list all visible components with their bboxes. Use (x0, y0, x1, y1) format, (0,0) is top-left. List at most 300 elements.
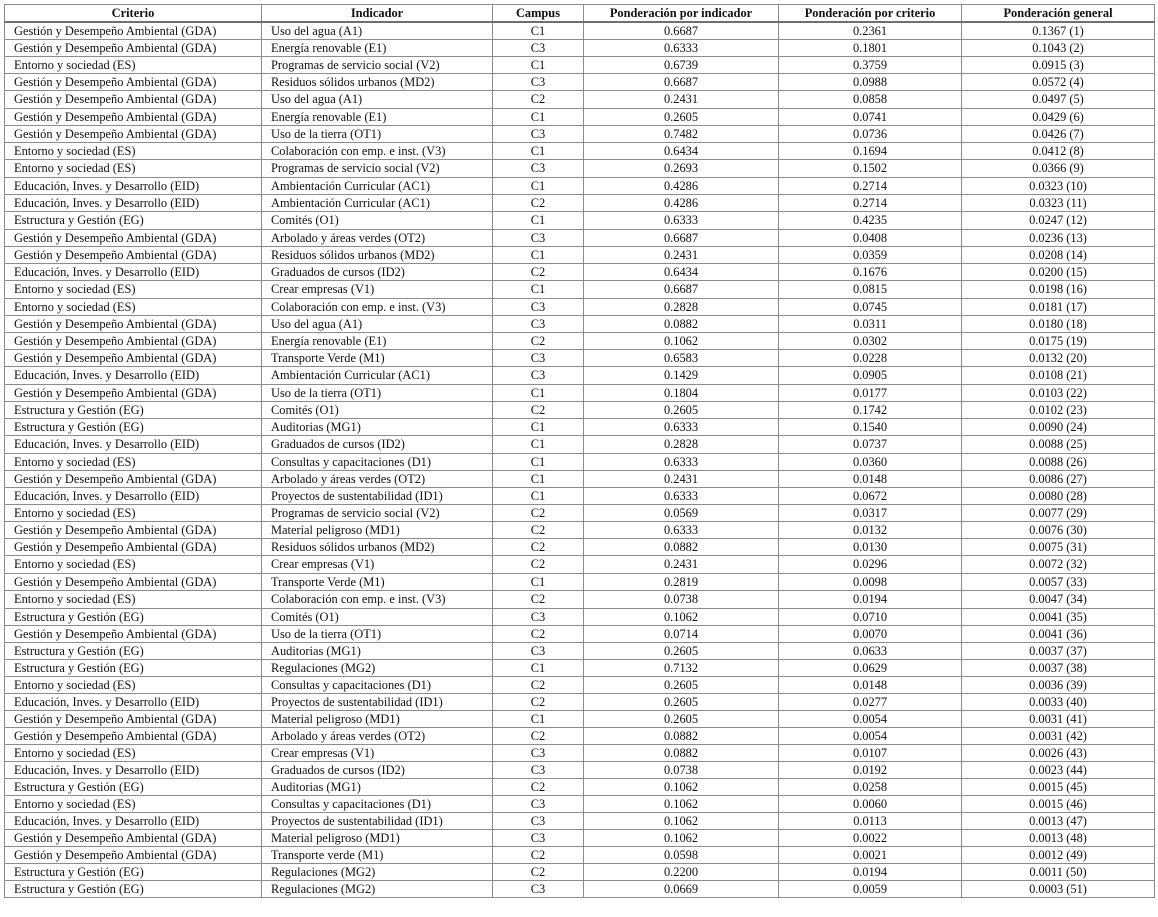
cell-ponderacion-criterio: 0.0022 (779, 830, 962, 847)
cell-ponderacion-indicador: 0.6333 (584, 522, 779, 539)
table-row (5, 574, 1155, 591)
cell-campus: C2 (493, 677, 584, 694)
cell-ponderacion-general: 0.0103 (22) (962, 385, 1155, 402)
table-row (5, 57, 1155, 74)
cell-ponderacion-criterio: 0.0311 (779, 316, 962, 333)
cell-campus: C3 (493, 609, 584, 626)
cell-indicador: Colaboración con emp. e inst. (V3) (262, 591, 493, 609)
cell-ponderacion-indicador: 0.6687 (584, 74, 779, 91)
cell-indicador: Energía renovable (E1) (262, 40, 493, 57)
cell-ponderacion-indicador: 0.6583 (584, 350, 779, 367)
cell-ponderacion-criterio: 0.0054 (779, 728, 962, 745)
cell-campus: C3 (493, 74, 584, 91)
cell-indicador: Proyectos de sustentabilidad (ID1) (262, 488, 493, 505)
table-row (5, 333, 1155, 350)
cell-campus: C3 (493, 745, 584, 762)
cell-campus: C2 (493, 728, 584, 745)
table-row (5, 22, 1155, 40)
cell-ponderacion-criterio: 0.0408 (779, 230, 962, 247)
cell-ponderacion-criterio: 0.0258 (779, 779, 962, 796)
cell-ponderacion-criterio: 0.0736 (779, 126, 962, 143)
cell-ponderacion-indicador: 0.2605 (584, 694, 779, 711)
cell-ponderacion-criterio: 0.0192 (779, 762, 962, 779)
cell-criterio: Estructura y Gestión (EG) (5, 609, 262, 626)
table-row (5, 126, 1155, 143)
cell-ponderacion-criterio: 0.0633 (779, 643, 962, 660)
cell-indicador: Graduados de cursos (ID2) (262, 762, 493, 779)
cell-campus: C1 (493, 385, 584, 402)
cell-indicador: Uso de la tierra (OT1) (262, 626, 493, 643)
cell-ponderacion-indicador: 0.6739 (584, 57, 779, 74)
cell-criterio: Estructura y Gestión (EG) (5, 212, 262, 230)
cell-campus: C1 (493, 419, 584, 436)
cell-ponderacion-indicador: 0.2828 (584, 299, 779, 316)
cell-campus: C1 (493, 178, 584, 195)
header-ponderacion-criterio: Ponderación por criterio (779, 5, 962, 23)
cell-ponderacion-general: 0.0026 (43) (962, 745, 1155, 762)
cell-ponderacion-indicador: 0.6333 (584, 40, 779, 57)
cell-ponderacion-criterio: 0.2714 (779, 178, 962, 195)
cell-ponderacion-indicador: 0.6434 (584, 264, 779, 281)
cell-campus: C2 (493, 402, 584, 419)
cell-ponderacion-criterio: 0.0148 (779, 471, 962, 488)
cell-ponderacion-criterio: 0.0905 (779, 367, 962, 385)
cell-criterio: Educación, Inves. y Desarrollo (EID) (5, 264, 262, 281)
table-row (5, 728, 1155, 745)
table-row (5, 454, 1155, 471)
cell-criterio: Entorno y sociedad (ES) (5, 505, 262, 522)
cell-ponderacion-indicador: 0.7482 (584, 126, 779, 143)
cell-campus: C3 (493, 160, 584, 178)
cell-ponderacion-indicador: 0.2828 (584, 436, 779, 454)
cell-indicador: Auditorias (MG1) (262, 779, 493, 796)
cell-indicador: Energía renovable (E1) (262, 109, 493, 126)
cell-indicador: Consultas y capacitaciones (D1) (262, 677, 493, 694)
cell-ponderacion-indicador: 0.0569 (584, 505, 779, 522)
cell-criterio: Gestión y Desempeño Ambiental (GDA) (5, 109, 262, 126)
cell-campus: C1 (493, 471, 584, 488)
cell-campus: C1 (493, 212, 584, 230)
cell-ponderacion-indicador: 0.4286 (584, 195, 779, 212)
cell-criterio: Estructura y Gestión (EG) (5, 864, 262, 881)
table-row (5, 745, 1155, 762)
cell-ponderacion-indicador: 0.7132 (584, 660, 779, 677)
cell-indicador: Programas de servicio social (V2) (262, 160, 493, 178)
cell-indicador: Graduados de cursos (ID2) (262, 264, 493, 281)
cell-ponderacion-indicador: 0.6333 (584, 488, 779, 505)
table-row (5, 264, 1155, 281)
table-row (5, 419, 1155, 436)
cell-criterio: Entorno y sociedad (ES) (5, 745, 262, 762)
cell-ponderacion-criterio: 0.0059 (779, 881, 962, 898)
cell-criterio: Entorno y sociedad (ES) (5, 57, 262, 74)
cell-ponderacion-indicador: 0.2819 (584, 574, 779, 591)
table-row (5, 436, 1155, 454)
cell-ponderacion-criterio: 0.0988 (779, 74, 962, 91)
cell-campus: C2 (493, 626, 584, 643)
cell-campus: C2 (493, 591, 584, 609)
cell-campus: C2 (493, 539, 584, 556)
header-row (5, 5, 1155, 23)
cell-campus: C1 (493, 488, 584, 505)
cell-ponderacion-general: 0.0077 (29) (962, 505, 1155, 522)
cell-ponderacion-criterio: 0.0858 (779, 91, 962, 109)
cell-criterio: Entorno y sociedad (ES) (5, 281, 262, 299)
cell-campus: C2 (493, 91, 584, 109)
cell-ponderacion-general: 0.0080 (28) (962, 488, 1155, 505)
cell-ponderacion-criterio: 0.0148 (779, 677, 962, 694)
table-row (5, 74, 1155, 91)
cell-indicador: Crear empresas (V1) (262, 745, 493, 762)
cell-ponderacion-general: 0.0013 (47) (962, 813, 1155, 830)
cell-ponderacion-indicador: 0.2605 (584, 402, 779, 419)
cell-ponderacion-indicador: 0.1062 (584, 779, 779, 796)
cell-ponderacion-general: 0.0497 (5) (962, 91, 1155, 109)
cell-indicador: Programas de servicio social (V2) (262, 57, 493, 74)
cell-ponderacion-indicador: 0.1062 (584, 830, 779, 847)
table-row (5, 556, 1155, 574)
cell-campus: C1 (493, 436, 584, 454)
cell-indicador: Ambientación Curricular (AC1) (262, 195, 493, 212)
table-row (5, 143, 1155, 160)
cell-campus: C1 (493, 454, 584, 471)
cell-campus: C2 (493, 505, 584, 522)
cell-ponderacion-criterio: 0.0359 (779, 247, 962, 264)
cell-ponderacion-criterio: 0.0132 (779, 522, 962, 539)
cell-ponderacion-indicador: 0.6333 (584, 212, 779, 230)
cell-criterio: Gestión y Desempeño Ambiental (GDA) (5, 574, 262, 591)
cell-indicador: Arbolado y áreas verdes (OT2) (262, 728, 493, 745)
cell-campus: C3 (493, 299, 584, 316)
cell-criterio: Gestión y Desempeño Ambiental (GDA) (5, 350, 262, 367)
cell-ponderacion-general: 0.0572 (4) (962, 74, 1155, 91)
cell-ponderacion-indicador: 0.2605 (584, 711, 779, 728)
cell-indicador: Residuos sólidos urbanos (MD2) (262, 539, 493, 556)
cell-campus: C1 (493, 574, 584, 591)
cell-criterio: Entorno y sociedad (ES) (5, 677, 262, 694)
header-ponderacion-general: Ponderación general (962, 5, 1155, 23)
cell-campus: C1 (493, 281, 584, 299)
cell-ponderacion-criterio: 0.0296 (779, 556, 962, 574)
table-row (5, 762, 1155, 779)
cell-ponderacion-criterio: 0.0194 (779, 591, 962, 609)
header-ponderacion-indicador: Ponderación por indicador (584, 5, 779, 23)
cell-criterio: Gestión y Desempeño Ambiental (GDA) (5, 247, 262, 264)
table-row (5, 212, 1155, 230)
cell-criterio: Entorno y sociedad (ES) (5, 299, 262, 316)
cell-ponderacion-general: 0.0426 (7) (962, 126, 1155, 143)
cell-criterio: Estructura y Gestión (EG) (5, 881, 262, 898)
cell-ponderacion-indicador: 0.1429 (584, 367, 779, 385)
cell-criterio: Educación, Inves. y Desarrollo (EID) (5, 488, 262, 505)
cell-ponderacion-general: 0.0102 (23) (962, 402, 1155, 419)
cell-ponderacion-general: 0.0200 (15) (962, 264, 1155, 281)
cell-ponderacion-indicador: 0.1062 (584, 813, 779, 830)
cell-indicador: Material peligroso (MD1) (262, 522, 493, 539)
cell-ponderacion-general: 0.0323 (10) (962, 178, 1155, 195)
cell-criterio: Estructura y Gestión (EG) (5, 419, 262, 436)
cell-ponderacion-general: 0.0198 (16) (962, 281, 1155, 299)
cell-campus: C2 (493, 779, 584, 796)
table-row (5, 91, 1155, 109)
table-row (5, 40, 1155, 57)
cell-campus: C1 (493, 109, 584, 126)
cell-ponderacion-criterio: 0.0021 (779, 847, 962, 864)
cell-ponderacion-criterio: 0.0107 (779, 745, 962, 762)
cell-indicador: Comités (O1) (262, 609, 493, 626)
cell-indicador: Consultas y capacitaciones (D1) (262, 454, 493, 471)
cell-indicador: Arbolado y áreas verdes (OT2) (262, 471, 493, 488)
cell-ponderacion-general: 0.0247 (12) (962, 212, 1155, 230)
header-campus: Campus (493, 5, 584, 23)
cell-ponderacion-general: 0.0132 (20) (962, 350, 1155, 367)
table-row (5, 847, 1155, 864)
cell-criterio: Gestión y Desempeño Ambiental (GDA) (5, 333, 262, 350)
cell-criterio: Estructura y Gestión (EG) (5, 643, 262, 660)
table-row (5, 488, 1155, 505)
cell-criterio: Educación, Inves. y Desarrollo (EID) (5, 367, 262, 385)
cell-criterio: Entorno y sociedad (ES) (5, 160, 262, 178)
cell-campus: C2 (493, 333, 584, 350)
cell-ponderacion-general: 0.0076 (30) (962, 522, 1155, 539)
cell-criterio: Gestión y Desempeño Ambiental (GDA) (5, 230, 262, 247)
cell-criterio: Estructura y Gestión (EG) (5, 779, 262, 796)
header-criterio: Criterio (5, 5, 262, 23)
cell-criterio: Gestión y Desempeño Ambiental (GDA) (5, 40, 262, 57)
cell-ponderacion-general: 0.0037 (37) (962, 643, 1155, 660)
table-row (5, 539, 1155, 556)
cell-indicador: Crear empresas (V1) (262, 281, 493, 299)
cell-criterio: Gestión y Desempeño Ambiental (GDA) (5, 711, 262, 728)
cell-ponderacion-criterio: 0.1676 (779, 264, 962, 281)
cell-campus: C1 (493, 711, 584, 728)
cell-ponderacion-criterio: 0.1540 (779, 419, 962, 436)
cell-ponderacion-general: 0.0041 (35) (962, 609, 1155, 626)
cell-ponderacion-indicador: 0.0882 (584, 728, 779, 745)
cell-ponderacion-indicador: 0.0738 (584, 762, 779, 779)
cell-campus: C3 (493, 350, 584, 367)
cell-indicador: Transporte Verde (M1) (262, 574, 493, 591)
table-row (5, 109, 1155, 126)
cell-indicador: Proyectos de sustentabilidad (ID1) (262, 694, 493, 711)
cell-ponderacion-general: 0.0047 (34) (962, 591, 1155, 609)
cell-campus: C3 (493, 126, 584, 143)
cell-ponderacion-general: 0.0015 (45) (962, 779, 1155, 796)
cell-ponderacion-general: 0.0011 (50) (962, 864, 1155, 881)
cell-campus: C2 (493, 195, 584, 212)
cell-campus: C1 (493, 57, 584, 74)
table-row (5, 609, 1155, 626)
cell-criterio: Educación, Inves. y Desarrollo (EID) (5, 694, 262, 711)
cell-ponderacion-criterio: 0.1801 (779, 40, 962, 57)
table-row (5, 643, 1155, 660)
cell-criterio: Entorno y sociedad (ES) (5, 796, 262, 813)
cell-indicador: Programas de servicio social (V2) (262, 505, 493, 522)
cell-ponderacion-criterio: 0.0317 (779, 505, 962, 522)
cell-ponderacion-general: 0.0012 (49) (962, 847, 1155, 864)
cell-campus: C3 (493, 367, 584, 385)
cell-criterio: Entorno y sociedad (ES) (5, 556, 262, 574)
cell-ponderacion-criterio: 0.0098 (779, 574, 962, 591)
cell-ponderacion-general: 0.0915 (3) (962, 57, 1155, 74)
cell-campus: C1 (493, 247, 584, 264)
cell-ponderacion-criterio: 0.0737 (779, 436, 962, 454)
cell-indicador: Regulaciones (MG2) (262, 660, 493, 677)
cell-ponderacion-general: 0.1367 (1) (962, 22, 1155, 40)
table-row (5, 660, 1155, 677)
cell-ponderacion-indicador: 0.2605 (584, 109, 779, 126)
cell-ponderacion-general: 0.0323 (11) (962, 195, 1155, 212)
cell-indicador: Comités (O1) (262, 212, 493, 230)
cell-ponderacion-indicador: 0.0714 (584, 626, 779, 643)
cell-campus: C2 (493, 847, 584, 864)
cell-ponderacion-criterio: 0.0177 (779, 385, 962, 402)
cell-ponderacion-indicador: 0.6434 (584, 143, 779, 160)
cell-ponderacion-indicador: 0.0669 (584, 881, 779, 898)
cell-indicador: Uso del agua (A1) (262, 22, 493, 40)
cell-ponderacion-indicador: 0.6687 (584, 281, 779, 299)
cell-ponderacion-criterio: 0.0070 (779, 626, 962, 643)
cell-ponderacion-indicador: 0.2431 (584, 556, 779, 574)
cell-ponderacion-criterio: 0.0360 (779, 454, 962, 471)
cell-ponderacion-general: 0.0236 (13) (962, 230, 1155, 247)
cell-campus: C1 (493, 143, 584, 160)
cell-indicador: Arbolado y áreas verdes (OT2) (262, 230, 493, 247)
cell-ponderacion-criterio: 0.0228 (779, 350, 962, 367)
cell-campus: C3 (493, 830, 584, 847)
cell-ponderacion-indicador: 0.1804 (584, 385, 779, 402)
cell-campus: C3 (493, 881, 584, 898)
cell-indicador: Colaboración con emp. e inst. (V3) (262, 299, 493, 316)
cell-indicador: Colaboración con emp. e inst. (V3) (262, 143, 493, 160)
table-row (5, 626, 1155, 643)
cell-criterio: Gestión y Desempeño Ambiental (GDA) (5, 728, 262, 745)
cell-criterio: Educación, Inves. y Desarrollo (EID) (5, 813, 262, 830)
cell-indicador: Transporte verde (M1) (262, 847, 493, 864)
cell-ponderacion-general: 0.0090 (24) (962, 419, 1155, 436)
cell-ponderacion-general: 0.0015 (46) (962, 796, 1155, 813)
cell-indicador: Uso de la tierra (OT1) (262, 385, 493, 402)
cell-ponderacion-indicador: 0.2605 (584, 677, 779, 694)
cell-ponderacion-indicador: 0.6687 (584, 230, 779, 247)
cell-campus: C2 (493, 522, 584, 539)
cell-ponderacion-general: 0.0086 (27) (962, 471, 1155, 488)
cell-ponderacion-criterio: 0.1694 (779, 143, 962, 160)
cell-ponderacion-general: 0.0036 (39) (962, 677, 1155, 694)
cell-ponderacion-general: 0.0180 (18) (962, 316, 1155, 333)
table-row (5, 316, 1155, 333)
cell-indicador: Residuos sólidos urbanos (MD2) (262, 74, 493, 91)
cell-campus: C3 (493, 813, 584, 830)
cell-criterio: Entorno y sociedad (ES) (5, 454, 262, 471)
cell-ponderacion-general: 0.0031 (41) (962, 711, 1155, 728)
cell-campus: C2 (493, 264, 584, 281)
cell-ponderacion-indicador: 0.0882 (584, 745, 779, 762)
table-row (5, 247, 1155, 264)
table-row (5, 779, 1155, 796)
cell-criterio: Educación, Inves. y Desarrollo (EID) (5, 195, 262, 212)
table-row (5, 522, 1155, 539)
table-row (5, 299, 1155, 316)
cell-indicador: Residuos sólidos urbanos (MD2) (262, 247, 493, 264)
cell-campus: C3 (493, 316, 584, 333)
cell-ponderacion-general: 0.0366 (9) (962, 160, 1155, 178)
cell-criterio: Educación, Inves. y Desarrollo (EID) (5, 762, 262, 779)
cell-ponderacion-criterio: 0.0302 (779, 333, 962, 350)
cell-ponderacion-criterio: 0.1742 (779, 402, 962, 419)
cell-criterio: Gestión y Desempeño Ambiental (GDA) (5, 522, 262, 539)
table-row (5, 178, 1155, 195)
table-row (5, 830, 1155, 847)
cell-criterio: Gestión y Desempeño Ambiental (GDA) (5, 385, 262, 402)
cell-ponderacion-general: 0.0033 (40) (962, 694, 1155, 711)
cell-ponderacion-indicador: 0.2431 (584, 91, 779, 109)
cell-ponderacion-general: 0.0057 (33) (962, 574, 1155, 591)
cell-ponderacion-general: 0.0023 (44) (962, 762, 1155, 779)
cell-ponderacion-general: 0.1043 (2) (962, 40, 1155, 57)
cell-criterio: Gestión y Desempeño Ambiental (GDA) (5, 847, 262, 864)
cell-ponderacion-indicador: 0.0882 (584, 539, 779, 556)
cell-indicador: Auditorias (MG1) (262, 643, 493, 660)
cell-ponderacion-general: 0.0003 (51) (962, 881, 1155, 898)
table-body (5, 22, 1155, 898)
cell-indicador: Proyectos de sustentabilidad (ID1) (262, 813, 493, 830)
cell-ponderacion-general: 0.0429 (6) (962, 109, 1155, 126)
table-row (5, 281, 1155, 299)
header-indicador: Indicador (262, 5, 493, 23)
cell-ponderacion-general: 0.0412 (8) (962, 143, 1155, 160)
cell-ponderacion-criterio: 0.2714 (779, 195, 962, 212)
cell-ponderacion-criterio: 0.4235 (779, 212, 962, 230)
table-row (5, 677, 1155, 694)
table-row (5, 160, 1155, 178)
cell-ponderacion-general: 0.0031 (42) (962, 728, 1155, 745)
cell-ponderacion-criterio: 0.0745 (779, 299, 962, 316)
cell-ponderacion-indicador: 0.4286 (584, 178, 779, 195)
cell-ponderacion-criterio: 0.0113 (779, 813, 962, 830)
cell-ponderacion-general: 0.0037 (38) (962, 660, 1155, 677)
cell-criterio: Gestión y Desempeño Ambiental (GDA) (5, 316, 262, 333)
cell-ponderacion-criterio: 0.0629 (779, 660, 962, 677)
cell-ponderacion-indicador: 0.2200 (584, 864, 779, 881)
cell-ponderacion-indicador: 0.0882 (584, 316, 779, 333)
cell-indicador: Crear empresas (V1) (262, 556, 493, 574)
weighting-table (4, 4, 1155, 898)
cell-indicador: Transporte Verde (M1) (262, 350, 493, 367)
cell-ponderacion-general: 0.0108 (21) (962, 367, 1155, 385)
cell-campus: C3 (493, 796, 584, 813)
cell-criterio: Educación, Inves. y Desarrollo (EID) (5, 436, 262, 454)
cell-indicador: Regulaciones (MG2) (262, 864, 493, 881)
cell-indicador: Regulaciones (MG2) (262, 881, 493, 898)
cell-campus: C1 (493, 22, 584, 40)
cell-ponderacion-indicador: 0.2605 (584, 643, 779, 660)
cell-indicador: Consultas y capacitaciones (D1) (262, 796, 493, 813)
cell-ponderacion-general: 0.0075 (31) (962, 539, 1155, 556)
cell-criterio: Estructura y Gestión (EG) (5, 402, 262, 419)
cell-ponderacion-general: 0.0072 (32) (962, 556, 1155, 574)
cell-criterio: Gestión y Desempeño Ambiental (GDA) (5, 471, 262, 488)
cell-ponderacion-criterio: 0.0130 (779, 539, 962, 556)
cell-ponderacion-criterio: 0.0060 (779, 796, 962, 813)
cell-indicador: Auditorias (MG1) (262, 419, 493, 436)
cell-indicador: Material peligroso (MD1) (262, 711, 493, 728)
cell-ponderacion-indicador: 0.2431 (584, 471, 779, 488)
cell-criterio: Estructura y Gestión (EG) (5, 660, 262, 677)
cell-indicador: Energía renovable (E1) (262, 333, 493, 350)
table-row (5, 881, 1155, 898)
cell-campus: C2 (493, 556, 584, 574)
